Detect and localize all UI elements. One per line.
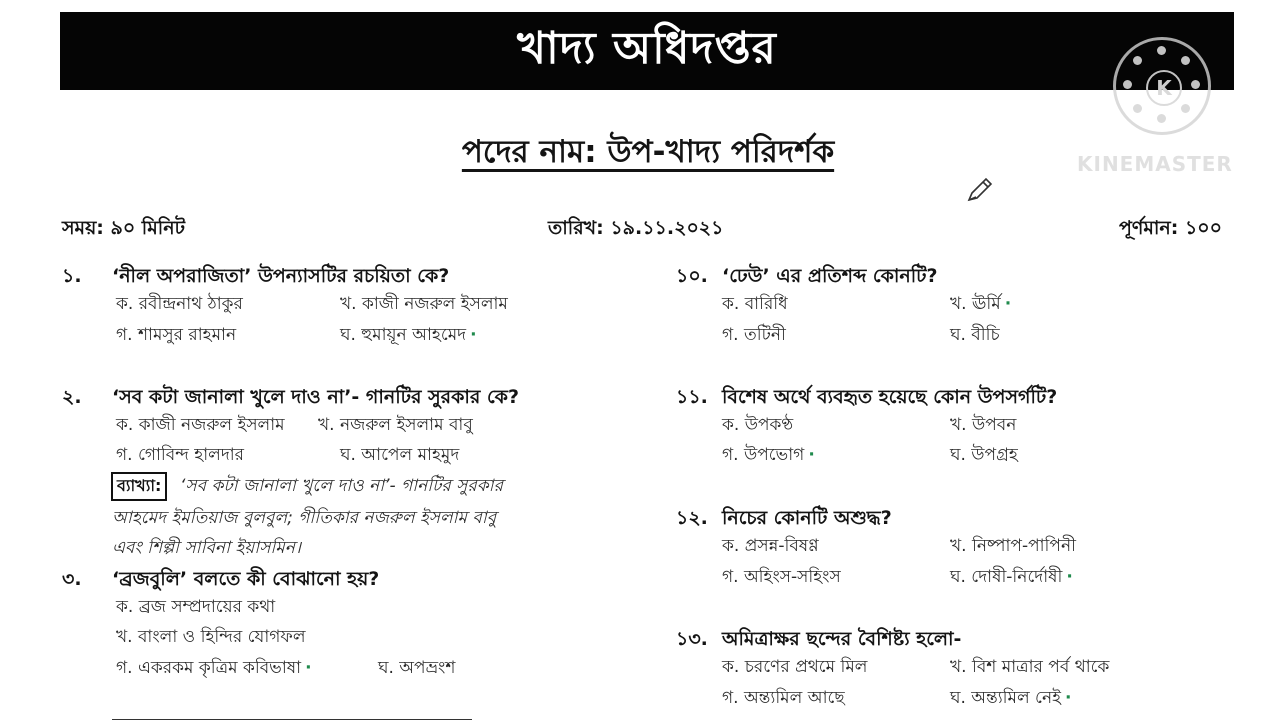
option-a: ক. ব্রজ সম্প্রদায়ের কথা: [116, 597, 276, 617]
option-c: গ. গোবিন্দ হালদার: [116, 445, 245, 465]
option-text: ঘ. অন্ত্যমিল নেই: [950, 688, 1061, 708]
option-c: গ. তটিনী: [722, 325, 786, 345]
explanation-line: ‘সব কটা জানালা খুলে দাও না’- গানটির সুরকার: [180, 476, 503, 496]
question-number: ২.: [62, 386, 82, 408]
option-text: খ. ঊর্মি: [950, 294, 1001, 314]
question-text: বিশেষ অর্থে ব্যবহৃত হয়েছে কোন উপসর্গটি?: [722, 386, 1058, 408]
option-d-correct: [950, 564, 1073, 592]
question-text: ‘ব্রজবুলি’ বলতে কী বোঝানো হয়?: [112, 568, 380, 590]
explanation-label: ব্যাখ্যা:: [111, 472, 167, 501]
answer-mark-icon: ·: [1066, 567, 1073, 587]
option-a: ক. রবীন্দ্রনাথ ঠাকুর: [116, 294, 243, 314]
option-b: খ. কাজী নজরুল ইসলাম: [340, 294, 508, 314]
question-text: অমিত্রাক্ষর ছন্দের বৈশিষ্ট্য হলো-: [722, 628, 962, 650]
question-number: ১২.: [676, 507, 708, 529]
answer-mark-icon: ·: [808, 445, 815, 465]
option-c: গ. অহিংস-সহিংস: [722, 567, 841, 587]
answer-mark-icon: ·: [470, 325, 477, 345]
explanation-line: আহমেদ ইমতিয়াজ বুলবুল; গীতিকার নজরুল ইসলাম বাবু: [112, 508, 497, 528]
option-a: ক. চরণের প্রথমে মিল: [722, 657, 868, 677]
post-name: পদের নাম: উপ-খাদ্য পরিদর্শক: [461, 134, 835, 170]
kinemaster-k-icon: K: [1146, 70, 1182, 106]
question-number: ৩.: [62, 568, 82, 590]
question-text: ‘সব কটা জানালা খুলে দাও না’- গানটির সুরকার কে?: [112, 386, 519, 408]
question-number: ১০.: [676, 265, 708, 287]
question-number: ১৩.: [676, 628, 708, 650]
option-d-correct: [340, 322, 477, 350]
option-text: ঘ. হুমায়ূন আহমেদ: [340, 325, 467, 345]
question-text: ‘ঢেউ’ এর প্রতিশব্দ কোনটি?: [722, 265, 938, 287]
option-c-correct: [116, 655, 312, 683]
option-a: ক. বারিধি: [722, 294, 788, 314]
answer-mark-icon: ·: [305, 658, 312, 678]
option-c: গ. শামসুর রাহমান: [116, 325, 237, 345]
option-a: ক. কাজী নজরুল ইসলাম: [116, 415, 285, 435]
option-d: ঘ. উপগ্রহ: [950, 445, 1018, 465]
kinemaster-logo: [1113, 37, 1211, 135]
option-b: খ. নিষ্পাপ-পাপিনী: [950, 536, 1076, 556]
option-c: গ. অন্ত্যমিল আছে: [722, 688, 845, 708]
option-d-correct: [950, 685, 1071, 713]
option-text: গ. একরকম কৃত্রিম কবিভাষা: [116, 658, 302, 678]
question-number: ১.: [62, 265, 82, 287]
option-d: ঘ. আপেল মাহমুদ: [340, 445, 460, 465]
question-text: নিচের কোনটি অশুদ্ধ?: [722, 507, 892, 529]
full-marks: পূর্ণমান: ১০০: [1118, 217, 1222, 239]
option-b: খ. বিশ মাত্রার পর্ব থাকে: [950, 657, 1110, 677]
explanation-line: এবং শিল্পী সাবিনা ইয়াসমিন।: [112, 538, 301, 558]
option-a: ক. উপকণ্ঠ: [722, 415, 794, 435]
question-number: ১১.: [676, 386, 708, 408]
answer-mark-icon: ·: [1064, 688, 1072, 708]
answer-mark-icon: ·: [1004, 294, 1012, 314]
option-text: ঘ. দোষী-নির্দোষী: [950, 567, 1063, 587]
cropped-next-question: [60, 711, 480, 720]
watermark-text: KINEMASTER: [1077, 152, 1233, 176]
option-text: গ. উপভোগ: [722, 445, 805, 465]
option-b: খ. উপবন: [950, 415, 1017, 435]
option-d: ঘ. অপভ্রংশ: [378, 658, 456, 678]
exam-time: সময়: ৯০ মিনিট: [62, 217, 185, 239]
option-a: ক. প্রসন্ন-বিষণ্ণ: [722, 536, 819, 556]
option-c-correct: [722, 442, 815, 470]
option-d: ঘ. বীচি: [950, 325, 1000, 345]
option-b: খ. নজরুল ইসলাম বাবু: [318, 415, 473, 435]
title-banner: [60, 12, 1234, 90]
option-b-correct: [950, 291, 1011, 319]
exam-date: তারিখ: ১৯.১১.২০২১: [548, 217, 724, 239]
option-b: খ. বাংলা ও হিন্দির যোগফল: [116, 627, 306, 647]
page-title: খাদ্য অধিদপ্তর: [517, 22, 777, 74]
question-text: ‘নীল অপরাজিতা’ উপন্যাসটির রচয়িতা কে?: [112, 265, 450, 287]
pencil-icon[interactable]: [965, 176, 995, 204]
